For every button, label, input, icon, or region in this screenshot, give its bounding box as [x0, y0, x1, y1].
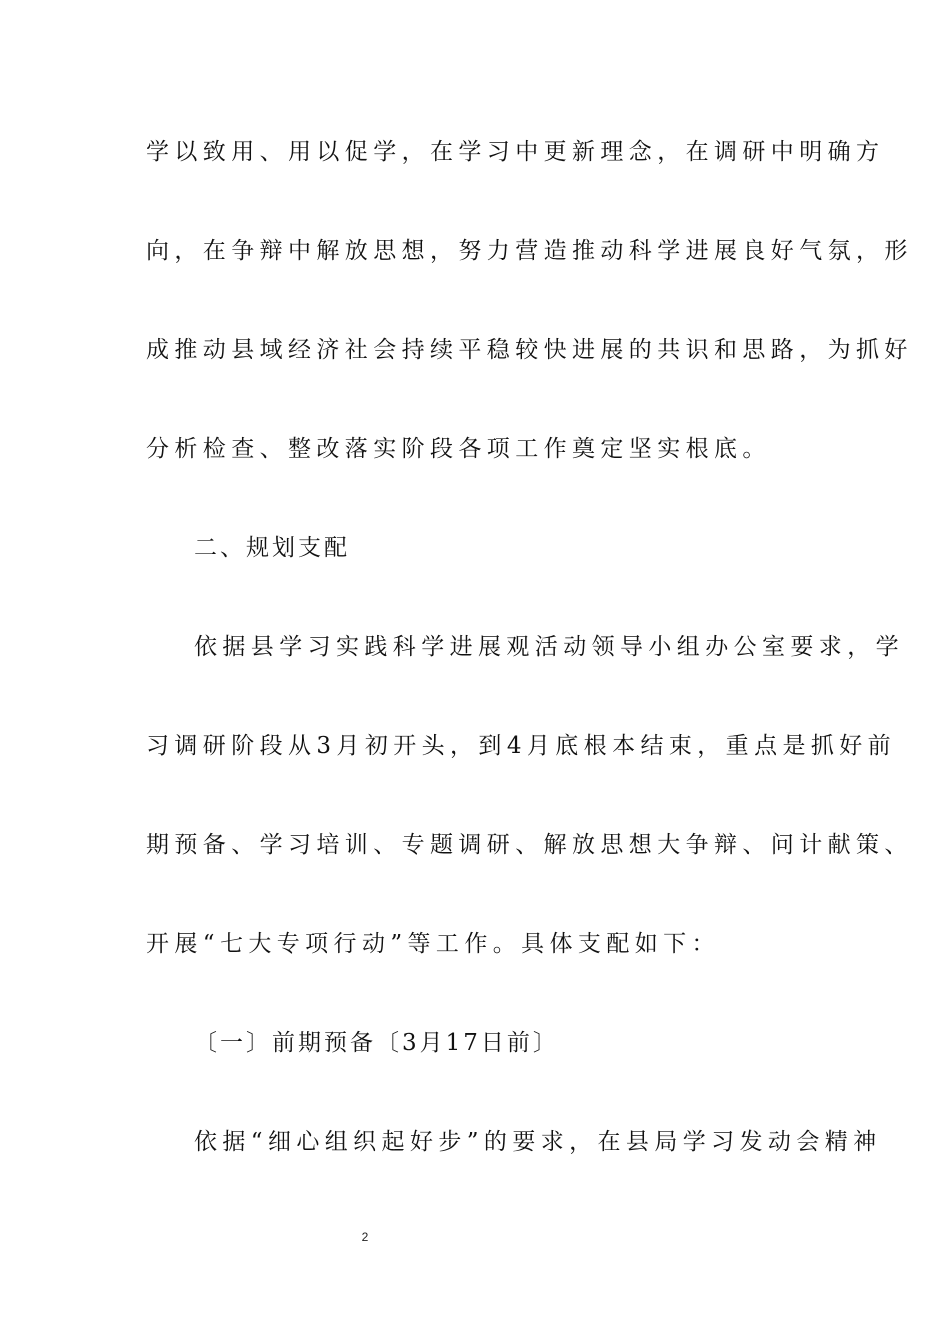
page-number: 2 [361, 1230, 369, 1244]
paragraph-line: 习调研阶段从3月初开头，到4月底根本结束，重点是抓好前 [146, 733, 897, 759]
subsection-heading: 〔一〕前期预备〔3月17日前〕 [194, 1030, 559, 1056]
paragraph-line: 期预备、学习培训、专题调研、解放思想大争辩、问计献策、 [146, 832, 913, 858]
paragraph-line: 分析检查、整改落实阶段各项工作奠定坚实根底。 [146, 436, 771, 462]
paragraph-line: 学以致用、用以促学，在学习中更新理念，在调研中明确方 [146, 139, 885, 165]
paragraph-line: 依据“细心组织起好步”的要求，在县局学习发动会精神 [194, 1129, 882, 1155]
section-heading: 二、规划支配 [194, 535, 350, 561]
paragraph-line: 依据县学习实践科学进展观活动领导小组办公室要求，学 [194, 634, 904, 660]
paragraph-line: 开展“七大专项行动”等工作。具体支配如下： [146, 931, 720, 957]
paragraph-line: 成推动县域经济社会持续平稳较快进展的共识和思路，为抓好 [146, 337, 913, 363]
paragraph-line: 向，在争辩中解放思想，努力营造推动科学进展良好气氛，形 [146, 238, 913, 264]
